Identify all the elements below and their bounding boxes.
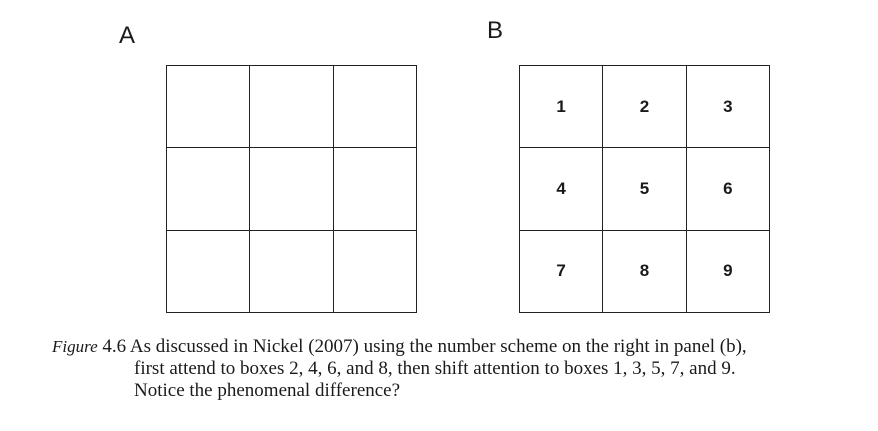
grid-a-cell — [250, 148, 333, 230]
caption-text-3: Notice the phenomenal difference? — [134, 380, 401, 401]
caption-line-1 — [52, 336, 852, 358]
figure-caption — [52, 336, 852, 402]
grid-a-cell — [250, 66, 333, 148]
grid-a-cell — [167, 66, 250, 148]
grid-a-cell — [334, 148, 417, 230]
panel-a-label: A — [119, 22, 136, 49]
grid-b-cell-4: 4 — [520, 148, 603, 230]
panel-a-grid — [166, 65, 417, 313]
caption-text-1: As discussed in Nickel (2007) using the number scheme on the right in panel (b), — [129, 336, 747, 357]
grid-b-cell-9: 9 — [687, 231, 770, 313]
grid-b-cell-1: 1 — [520, 66, 603, 148]
grid-b-cell-7: 7 — [520, 231, 603, 313]
panel-b-label: B — [487, 17, 504, 44]
grid-a-cell — [167, 231, 250, 313]
figure-number: 4.6 — [102, 336, 127, 357]
caption-line-3 — [52, 380, 852, 402]
figure-prefix: Figure — [52, 337, 98, 356]
panel-b-grid — [519, 65, 770, 313]
grid-a-cell — [334, 231, 417, 313]
grid-b-cell-2: 2 — [603, 66, 686, 148]
grid-b-cell-6: 6 — [687, 148, 770, 230]
grid-b-cell-8: 8 — [603, 231, 686, 313]
caption-text-2: first attend to boxes 2, 4, 6, and 8, then shift attention to boxes 1, 3, 5, 7, and 9. — [134, 358, 736, 379]
grid-a-cell — [334, 66, 417, 148]
grid-a-cell — [167, 148, 250, 230]
grid-b-cell-5: 5 — [603, 148, 686, 230]
caption-line-2 — [52, 358, 852, 380]
grid-a-cell — [250, 231, 333, 313]
grid-b-cell-3: 3 — [687, 66, 770, 148]
